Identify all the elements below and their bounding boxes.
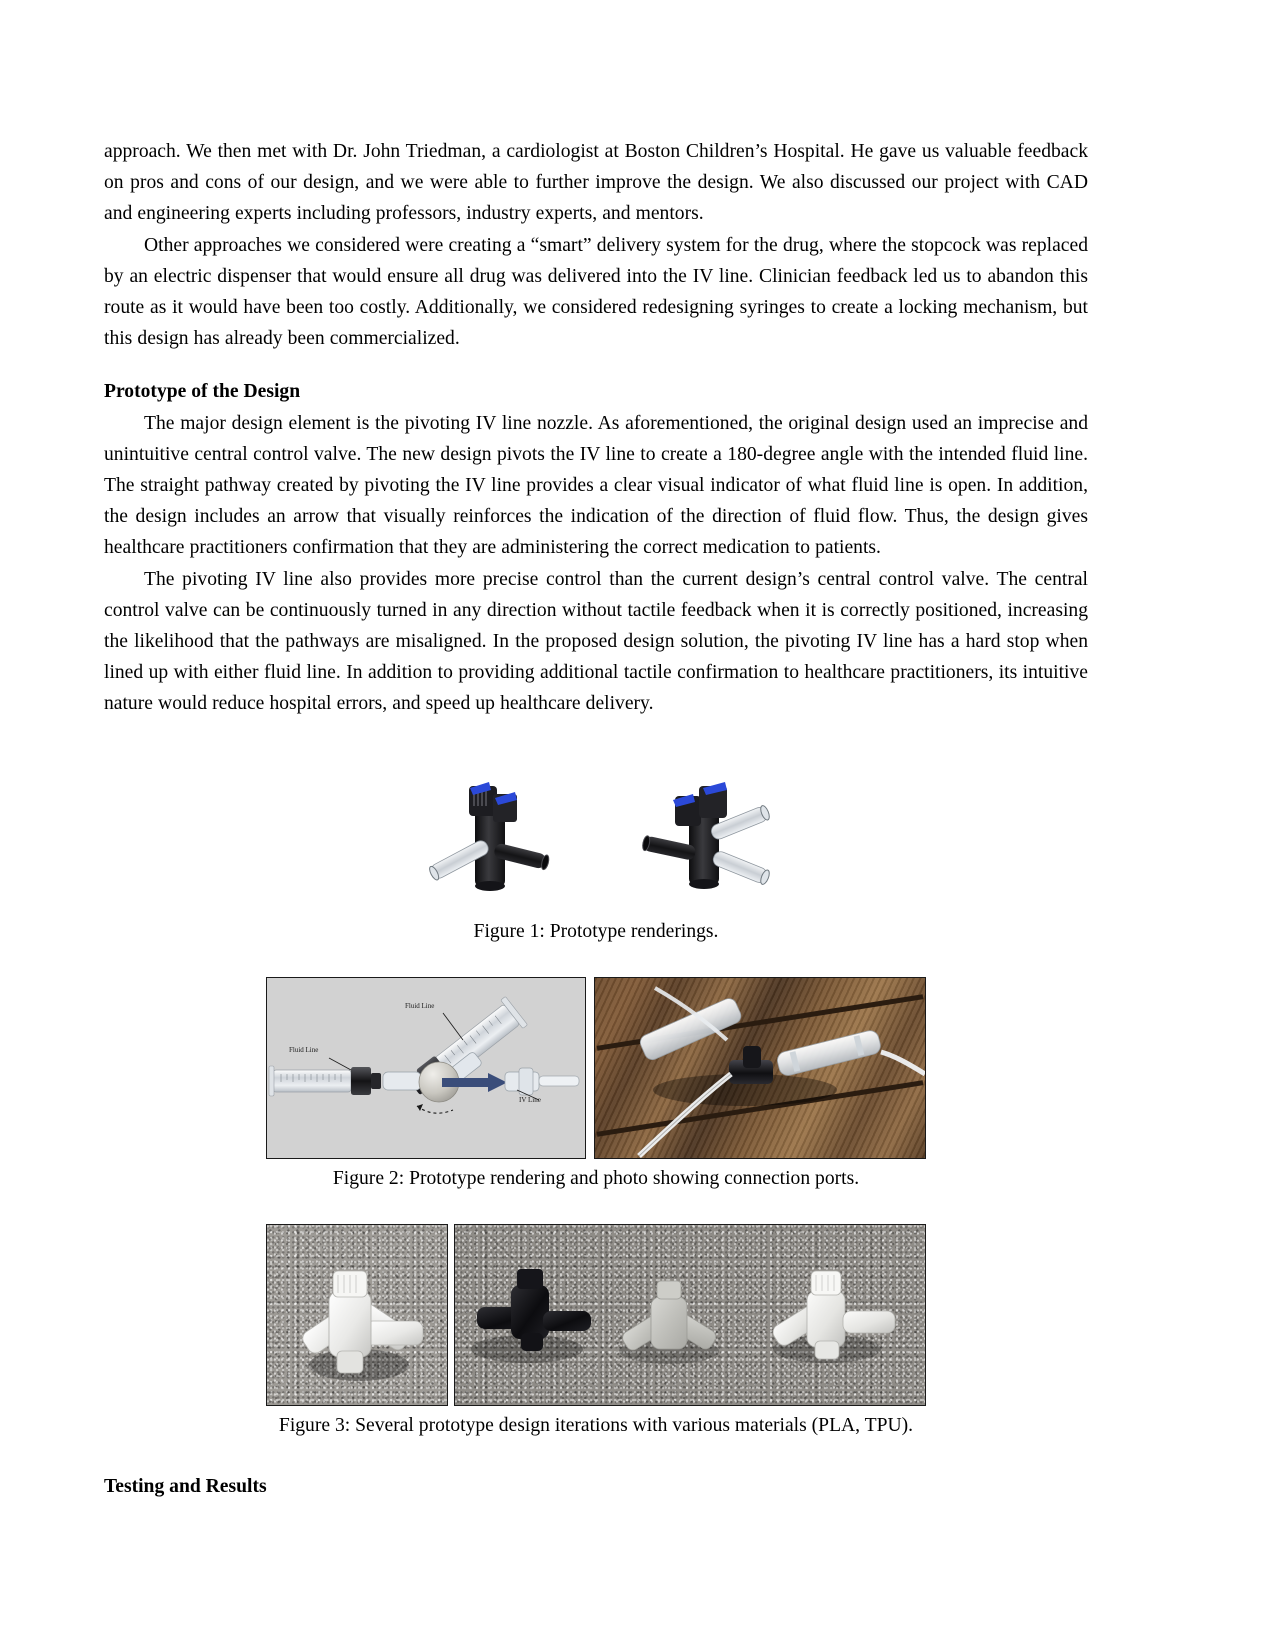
figure-2-label-fluid-line-left: Fluid Line <box>289 1045 319 1054</box>
prototype-rendering-right <box>627 760 777 910</box>
figure-2-label-fluid-line-top: Fluid Line <box>405 1001 435 1010</box>
document-content <box>104 136 1088 1502</box>
render-b-svg <box>627 760 777 910</box>
figure-1-images <box>104 750 1088 910</box>
spacer <box>104 947 1088 977</box>
paragraph-pivoting-iv-line: The pivoting IV line also provides more precise control than the current design’s central control valve. The central control valve can be continuously turned in any direction without tactile feedback when it is correctly positioned, increasing the likelihood that the pathways are misaligned. In the proposed design solution, the pivoting IV line has a hard stop when lined up with either fluid line. In addition to providing additional tactile confirmation to healthcare practitioners, its intuitive nature would reduce hospital errors, and speed up healthcare delivery. <box>104 568 1088 715</box>
fluid-line-syringe-left <box>269 1066 381 1096</box>
paragraph-other-approaches: Other approaches we considered were creating a “smart” delivery system for the drug, where the stopcock was replaced by an electric dispenser that would ensure all drug was delivered into the IV line. Clinician feedback led us to abandon this route as it would have been too costly. Additionally, we considered redesigning syringes to create a locking mechanism, but this design has already been commercialized. <box>104 234 1088 350</box>
prototype-translucent <box>619 1281 719 1364</box>
figure-3-photo-left <box>266 1224 448 1406</box>
figure-3-caption: Figure 3: Several prototype design iterations with various materials (PLA, TPU). <box>278 1415 914 1437</box>
figure-1 <box>104 750 1088 947</box>
figure-3 <box>104 1224 1088 1441</box>
figure-3-left-svg <box>267 1225 447 1405</box>
figure-2-photo <box>594 977 926 1159</box>
prototype-white-pla <box>770 1271 895 1363</box>
heading-prototype-of-the-design: Prototype of the Design <box>104 381 301 403</box>
spacer <box>104 354 1088 376</box>
figure-2-photo-svg <box>595 978 925 1158</box>
figure-2-rendering <box>266 977 586 1159</box>
prototype-black-tpu <box>471 1269 591 1363</box>
spacer <box>104 1441 1088 1471</box>
figure-2 <box>104 977 1088 1194</box>
figure-1-caption: Figure 1: Prototype renderings. <box>473 920 719 942</box>
spacer <box>104 720 1088 750</box>
paragraph-approach: approach. We then met with Dr. John Triedman, a cardiologist at Boston Children’s Hospital. He gave us valuable feedback on pros and cons of our design, and we were able to further improve the design. We also discussed our project with CAD and engineering experts including professors, industry experts, and mentors. <box>104 141 1088 225</box>
figure-3-images <box>104 1224 1088 1406</box>
prototype-rendering-left <box>415 760 565 910</box>
figure-3-right-svg <box>455 1225 925 1405</box>
paragraph-major-design-element: The major design element is the pivoting IV line nozzle. As aforementioned, the original design used an imprecise and unintuitive central control valve. The new design pivots the IV line to create a 180-degree angle with the intended fluid line. The straight pathway created by pivoting the IV line provides a clear visual indicator of what fluid line is open. In addition, the design includes an arrow that visually reinforces the indication of the direction of fluid flow. Thus, the design gives healthcare practitioners confirmation that they are administering the correct medication to patients. <box>104 412 1088 559</box>
render-a-svg <box>415 760 565 910</box>
figure-2-label-iv-line: IV Line <box>519 1095 541 1104</box>
figure-3-photo-right <box>454 1224 926 1406</box>
heading-testing-and-results: Testing and Results <box>104 1476 267 1498</box>
spacer <box>104 1194 1088 1224</box>
figure-2-images <box>104 977 1088 1159</box>
figure-2-caption: Figure 2: Prototype rendering and photo showing connection ports. <box>332 1167 860 1189</box>
